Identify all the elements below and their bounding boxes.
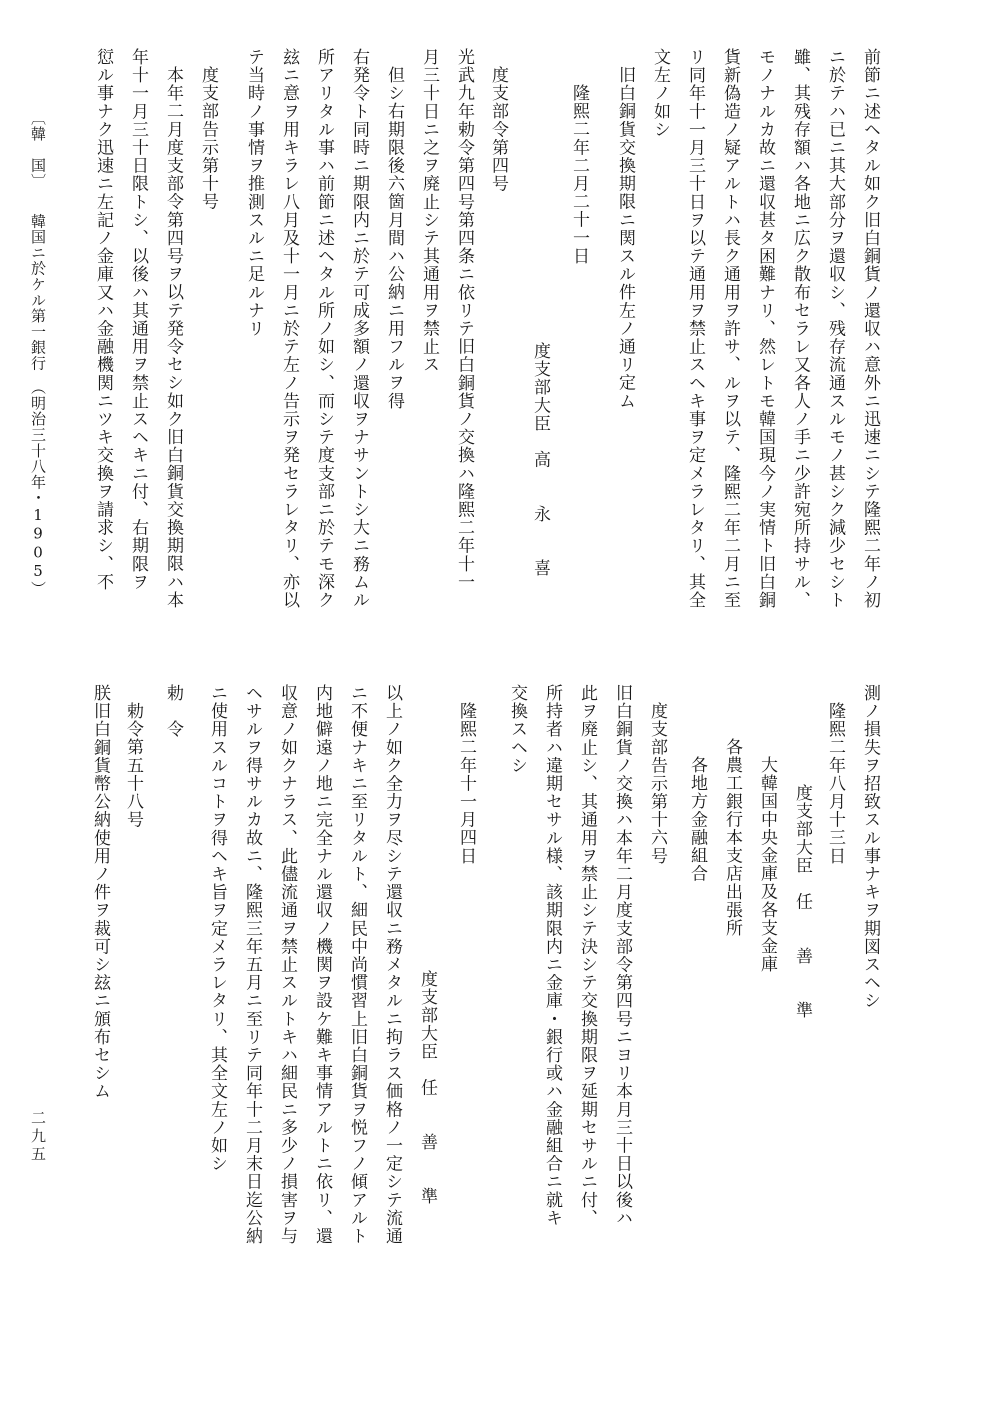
lower-date-2: 隆熙二年十一月四日: [456, 702, 476, 865]
upper-line-1: 前節ニ述ヘタル如ク旧白銅貨ノ還収ハ意外ニ迅速ニシテ隆熙二年ノ初: [860, 48, 880, 610]
lower-heading-edict-58: 勅令第五十八号: [123, 702, 143, 829]
upper-line-4: モノナルカ故ニ還収甚タ困難ナリ、然レトモ韓国現今ノ実情ト旧白銅: [755, 48, 775, 610]
upper-line-5: 貨新偽造ノ疑アルトハ長ク通用ヲ許サ、ルヲ以テ、隆熙二年二月ニ至: [720, 48, 740, 610]
running-footer: 〔韓 国〕 韓国ニ於ケル第一銀行 （明治三十八年・1905）: [29, 110, 47, 597]
lower-date-1: 隆熙二年八月十三日: [825, 702, 845, 865]
upper-line-21: 年十一月三十日限トシ、以後ハ其通用ヲ禁止スヘキニ付、右期限ヲ: [128, 48, 148, 591]
upper-line-22: 愆ル事ナク迅速ニ左記ノ金庫又ハ金融機関ニツキ交換ヲ請求シ、不: [93, 48, 113, 591]
upper-line-12: 光武九年勅令第四号第四条ニ依リテ旧白銅貨ノ交換ハ隆熙二年十一: [454, 48, 474, 591]
lower-line-19: ニ使用スルコトヲ得ヘキ旨ヲ定メラレタリ、其全文左ノ如シ: [207, 684, 227, 1173]
upper-line-18: テ当時ノ事情ヲ推測スルニ足ルナリ: [244, 48, 264, 338]
lower-line-14: 以上ノ如ク全力ヲ尽シテ還収ニ務メタルニ拘ラス価格ノ一定シテ流通: [382, 684, 402, 1246]
upper-line-2: ニ於テハ已ニ其大部分ヲ還収シ、残存流通スルモノ甚シク減少セシト: [825, 48, 845, 610]
upper-line-15: 右発令ト同時ニ期限内ニ於テ可成多額ノ還収ヲナサントシ大ニ務ムル: [349, 48, 369, 610]
upper-heading-notice-10: 度支部告示第十号: [198, 66, 218, 211]
lower-line-8: 旧白銅貨ノ交換ハ本年二月度支部令第四号ニヨリ本月三十日以後ハ: [612, 684, 632, 1227]
lower-line-22: 朕旧白銅貨幣公納使用ノ件ヲ裁可シ玆ニ頒布セシム: [90, 684, 110, 1101]
upper-line-6: リ同年十一月三十日ヲ以テ通用ヲ禁止スヘキ事ヲ定メラレタリ、其全: [685, 48, 705, 610]
upper-line-20: 本年二月度支部令第四号ヲ以テ発令セシ如ク旧白銅貨交換期限ハ本: [163, 66, 183, 609]
lower-line-10: 所持者ハ違期セサル様、該期限内ニ金庫・銀行或ハ金融組合ニ就キ: [542, 684, 562, 1227]
lower-line-16: 内地僻遠ノ地ニ完全ナル還収ノ機関ヲ設ケ難キ事情アルトニ依リ、還: [312, 684, 332, 1246]
lower-line-1: 測ノ損失ヲ招致スル事ナキヲ期図スヘシ: [860, 684, 880, 1010]
upper-signature-1: 度支部大臣 高 永 喜: [530, 342, 550, 578]
upper-line-14: 但シ右期限後六箇月間ハ公納ニ用フルヲ得: [384, 66, 404, 410]
upper-line-3: 雖、其残存額ハ各地ニ広ク散布セラレ又各人ノ手ニ少許宛所持サル、: [790, 48, 810, 610]
lower-line-17: 収意ノ如クナラス、此儘流通ヲ禁止スルトキハ細民ニ多少ノ損害ヲ与: [277, 684, 297, 1246]
upper-line-17: 玆ニ意ヲ用キラレ八月及十一月ニ於テ左ノ告示ヲ発セラレタリ、亦以: [279, 48, 299, 610]
page-number: 二九五: [29, 1110, 47, 1164]
upper-line-13: 月三十日ニ之ヲ廃止シテ其通用ヲ禁止ス: [419, 48, 439, 374]
lower-recipient-1: 大韓国中央金庫及各支金庫: [757, 756, 777, 974]
upper-date-1: 隆熙二年二月二十一日: [569, 84, 589, 265]
lower-signature-1: 度支部大臣 任 善 準: [792, 784, 812, 1020]
upper-line-7: 文左ノ如シ: [650, 48, 670, 139]
upper-heading-ordinance: 度支部令第四号: [488, 66, 508, 193]
lower-heading-notice-16: 度支部告示第十六号: [647, 702, 667, 865]
upper-line-16: 所アリタル事ハ前節ニ述ヘタル所ノ如シ、而シテ度支部ニ於テモ深ク: [314, 48, 334, 610]
lower-signature-2: 度支部大臣 任 善 準: [417, 970, 437, 1206]
lower-line-18: ヘサルヲ得サルカ故ニ、隆熙三年五月ニ至リテ同年十二月末日迄公納: [242, 684, 262, 1246]
lower-recipient-3: 各地方金融組合: [687, 756, 707, 883]
lower-line-11: 交換スヘシ: [507, 684, 527, 775]
lower-heading-imperial-edict: 勅 令: [163, 684, 183, 739]
upper-line-8: 旧白銅貨交換期限ニ関スル件左ノ通リ定ム: [615, 66, 635, 410]
lower-recipient-2: 各農工銀行本支店出張所: [722, 738, 742, 938]
lower-line-9: 此ヲ廃止シ、其通用ヲ禁止シテ決シテ交換期限ヲ延期セサルニ付、: [577, 684, 597, 1227]
lower-line-15: ニ不便ナキニ至リタルト、細民中尚慣習上旧白銅貨ヲ悦フノ傾アルト: [347, 684, 367, 1246]
